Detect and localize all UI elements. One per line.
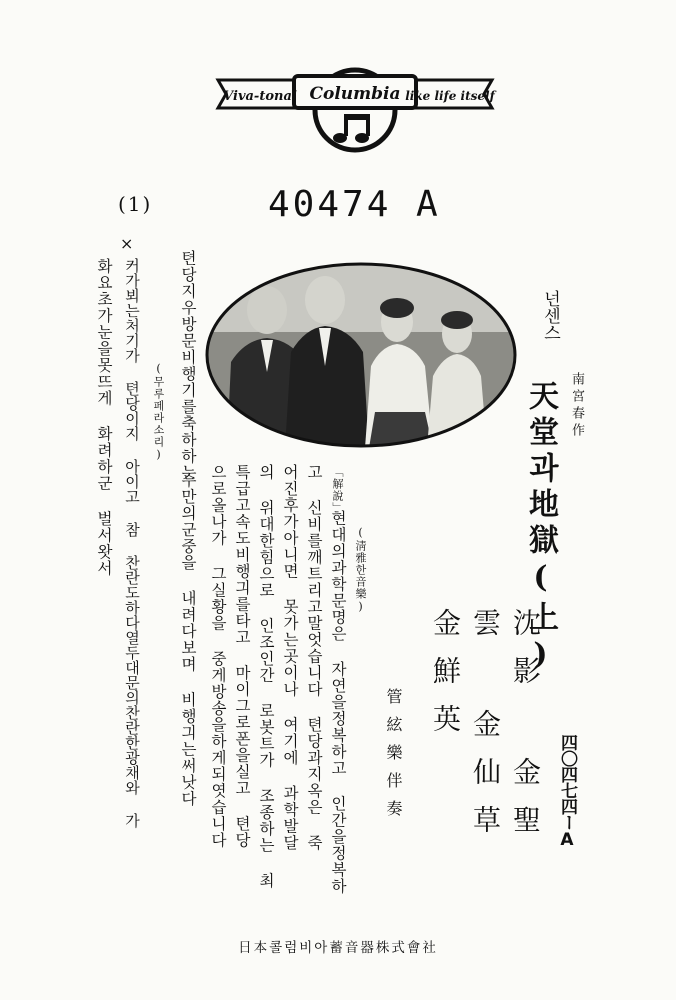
spine-catalog-label: 四〇四七四ーA <box>557 734 577 849</box>
music-cue: (淸雅한音樂) <box>354 526 367 614</box>
publisher-footer: 日本콜럼비아蓄音器株式會社 <box>238 940 438 956</box>
logo-brand: Columbia <box>309 84 401 104</box>
narration-line-4: 의 위대한힘으로 인조인간 로봇트가 조종하는 최 <box>257 464 275 889</box>
logo-left-banner: Viva-tonal <box>223 89 297 104</box>
closing-line-2: 화요초가눈을못뜨게 화려하군 벌서왓서 <box>95 258 113 577</box>
closing-line-1: 커가뵈는처기가 텬당이지 아이고 참 찬란도하다열두대문의찬란한광채와 가 <box>123 258 141 828</box>
logo-right-banner: like life itself <box>405 89 495 103</box>
cast-photo <box>205 262 517 448</box>
narration-line-5: 특급고속도비행긔를타고 마이그로폰을실고 텬당 <box>233 464 251 849</box>
catalog-number: 40474 A <box>268 184 441 225</box>
record-title: 天堂과地獄(上) <box>523 380 558 678</box>
narration-line-1: 현대의과학문명은 자연을정복하고 인간을정복하 <box>329 510 347 895</box>
explanation-tag: 「解說」 <box>331 466 344 514</box>
narration-line-7: 수만의군중을 내려다보며 비행긔는써낫다 <box>179 472 197 807</box>
columbia-logo <box>210 58 500 154</box>
cross-mark: × <box>120 234 134 253</box>
narration-line-2: 고 신비를깨트리고말엇습니다 텬당과지옥은 죽 <box>305 464 323 851</box>
narration-line-6: 으로올나가 그실황을 중게방송을하게되엿습니다 <box>209 464 227 849</box>
accompaniment: 管絃樂伴奏 <box>384 688 403 828</box>
performers: 沈影 金聖雲 金仙草 金鮮英 <box>429 608 542 853</box>
author-credit: 南宮春作 <box>569 372 584 440</box>
page-mark: (1) <box>118 192 153 216</box>
festival-line: 텬당지우방문비행기를축하하는 <box>179 250 197 481</box>
sound-cue: (무루페라소리) <box>152 362 165 462</box>
narration-line-3: 어진후가아니면 못가는곳이나 여기에 과학발달 <box>281 464 299 851</box>
genre-label: 넌센스 <box>540 290 560 341</box>
